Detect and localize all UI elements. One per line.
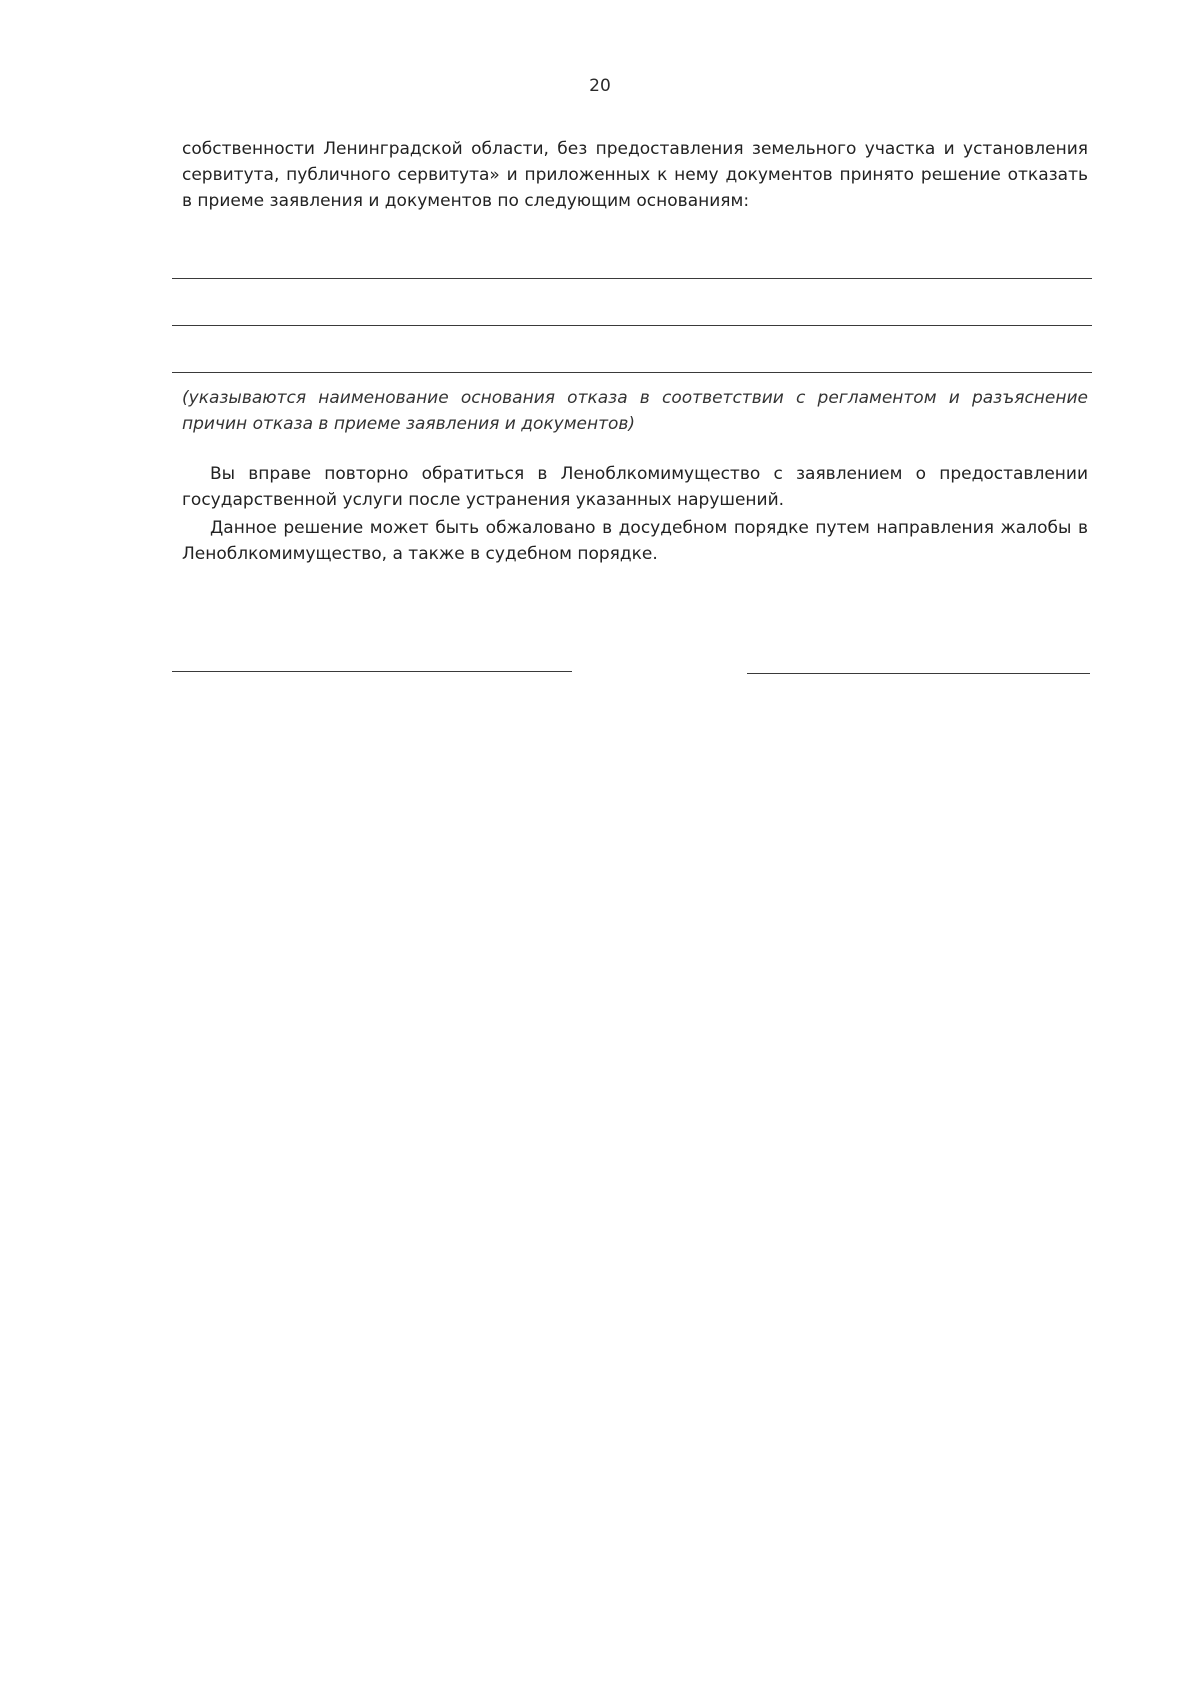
signature-line-left: [172, 671, 572, 672]
intro-paragraph: собственности Ленинградской области, без предоставления земельного участка и установления сервитута, публичного сервитута» и приложенных к нему документов принято решение отказать в приеме заявления и документов по следующим основаниям:: [182, 139, 1088, 211]
reapply-paragraph: Вы вправе повторно обратиться в Леноблкомимущество с заявлением о предоставлении государственной услуги после устранения указанных нарушений.: [182, 464, 1088, 510]
reason-fill-line-3: [172, 372, 1092, 373]
signature-line-right: [747, 673, 1090, 674]
reason-fill-line-2: [172, 325, 1092, 326]
reason-instruction-note: (указываются наименование основания отказа в соответствии с регламентом и разъяснение причин отказа в приеме заявления и документов): [182, 388, 1088, 434]
reason-fill-line-1: [172, 278, 1092, 279]
appeal-paragraph: Данное решение может быть обжаловано в досудебном порядке путем направления жалобы в Леноблкомимущество, а также в судебном порядке.: [182, 518, 1088, 564]
page-number: 20: [589, 76, 611, 96]
